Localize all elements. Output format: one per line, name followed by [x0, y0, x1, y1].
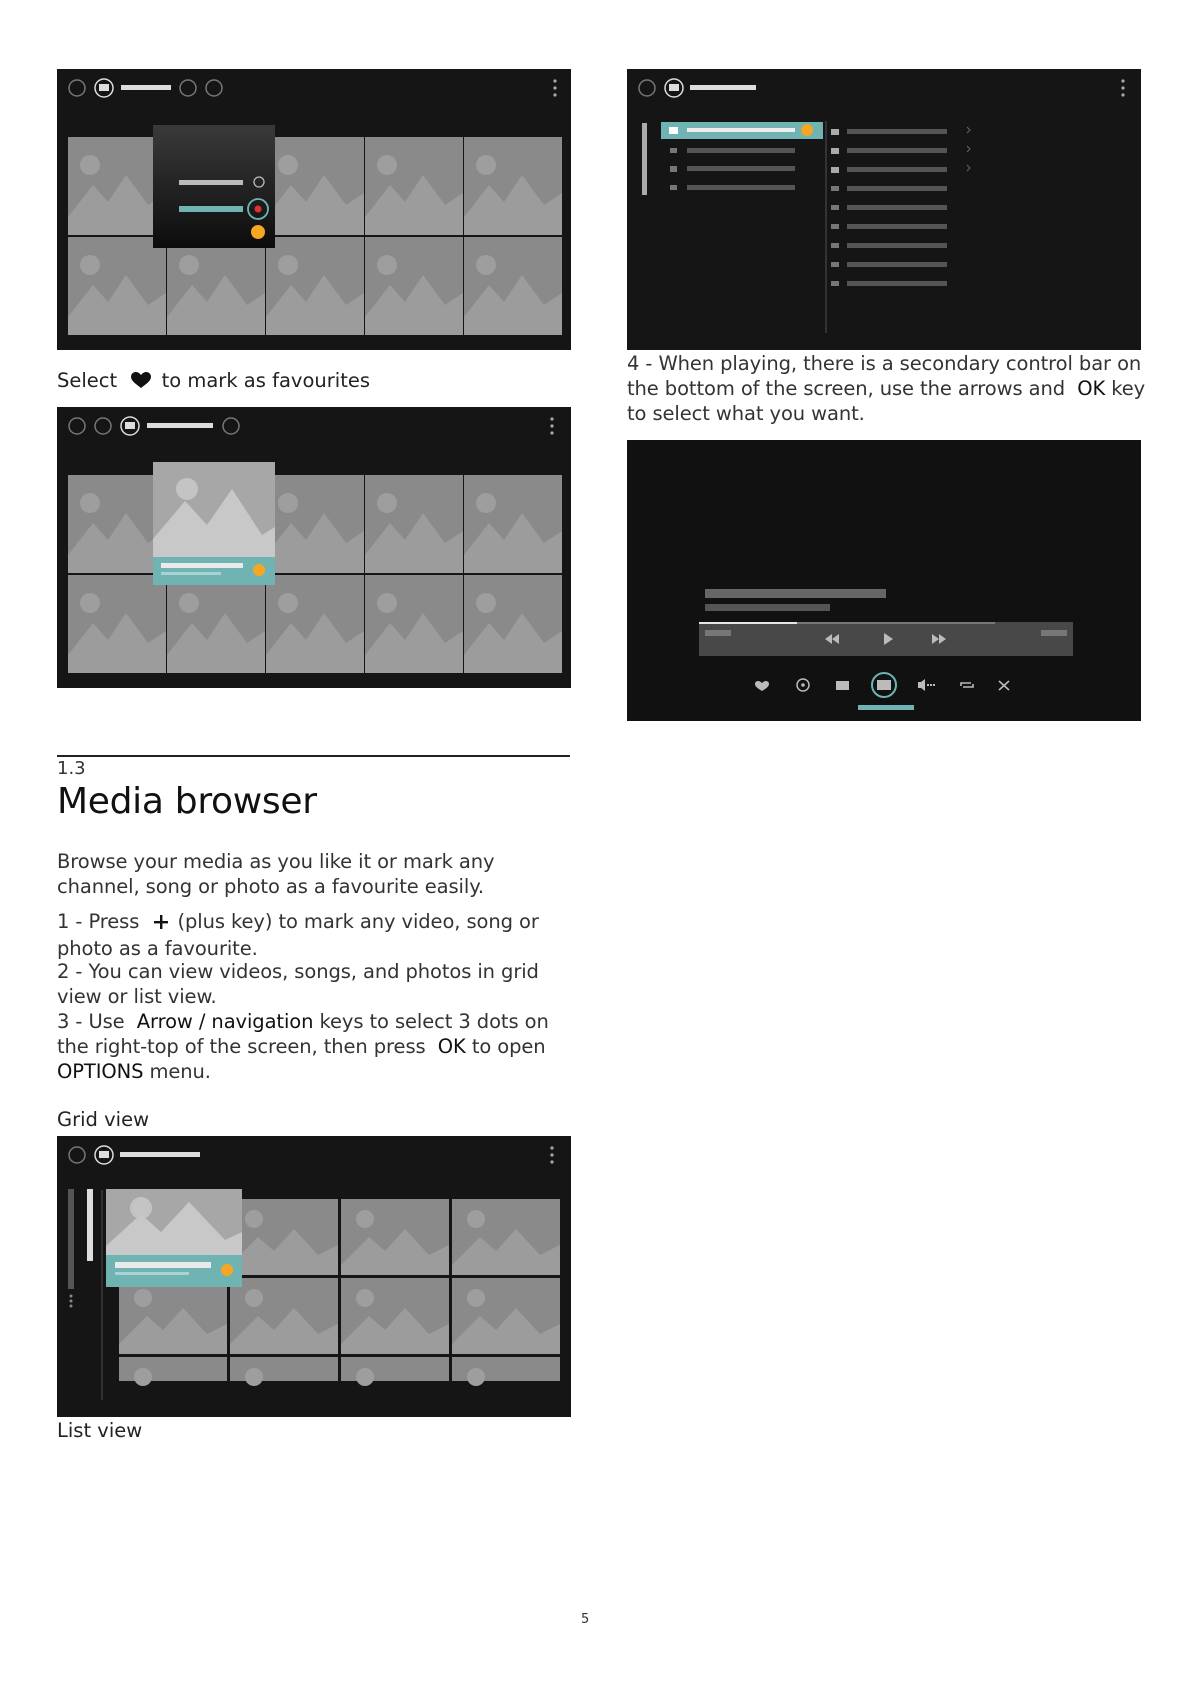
- screenshot-playback-controls: [627, 440, 1141, 721]
- caption-select-favourites: [57, 369, 370, 394]
- step-3-text-a: 3 - Use: [57, 1010, 125, 1033]
- step-1-text: 1 - Press: [57, 910, 140, 933]
- more-options-icon: [1121, 79, 1124, 96]
- caption-select-pre: Select: [57, 369, 118, 392]
- caption-grid-view: Grid view: [57, 1108, 150, 1131]
- plus-icon: [153, 911, 169, 936]
- arrow-navigation-keys: Arrow / navigation: [136, 1010, 314, 1033]
- step-3-text-b: keys to select 3 dots on the right-top of the screen, then press: [57, 1010, 549, 1058]
- subtitle-icon: [836, 681, 849, 690]
- step-2: 2 - You can view videos, songs, and photos in grid view or list view.: [57, 960, 539, 1008]
- step-3-text-d: menu.: [149, 1060, 211, 1083]
- screenshot-grid-view: [57, 1136, 571, 1417]
- step-3: [57, 1009, 582, 1084]
- step-1-text-end: (plus key) to mark any video, song or photo as a favourite.: [57, 910, 539, 960]
- more-options-icon: [550, 417, 553, 434]
- ok-key: OK: [437, 1035, 466, 1058]
- heart-icon: [131, 371, 151, 394]
- section-number: 1.3: [57, 758, 86, 779]
- step-4-text-end: key to select what you want.: [627, 377, 1146, 425]
- focused-card: [153, 462, 275, 585]
- step-3-text-c: to open: [471, 1035, 546, 1058]
- intro-paragraph: Browse your media as you like it or mark any channel, song or photo as a favourite easily.: [57, 850, 495, 898]
- caption-list-view: List view: [57, 1419, 143, 1442]
- options-popup: [153, 125, 275, 248]
- step-4: [627, 351, 1147, 426]
- step-4-text: 4 - When playing, there is a secondary control bar on the bottom of the screen, use the arrows and: [627, 352, 1142, 400]
- screenshot-grid-options-popup: [57, 69, 571, 350]
- focused-card: [106, 1189, 242, 1287]
- more-options-icon: [550, 1146, 553, 1163]
- section-title: Media browser: [57, 781, 317, 822]
- caption-select-post: to mark as favourites: [161, 369, 370, 392]
- page-number: 5: [581, 1612, 590, 1627]
- screenshot-list-folders: [627, 69, 1141, 350]
- options-key: OPTIONS: [57, 1060, 144, 1083]
- screenshot-grid-favourite-card: [57, 407, 571, 688]
- more-options-icon: [553, 79, 556, 96]
- step-1: [57, 909, 582, 961]
- ok-key: OK: [1077, 377, 1106, 400]
- section-rule: [57, 755, 570, 757]
